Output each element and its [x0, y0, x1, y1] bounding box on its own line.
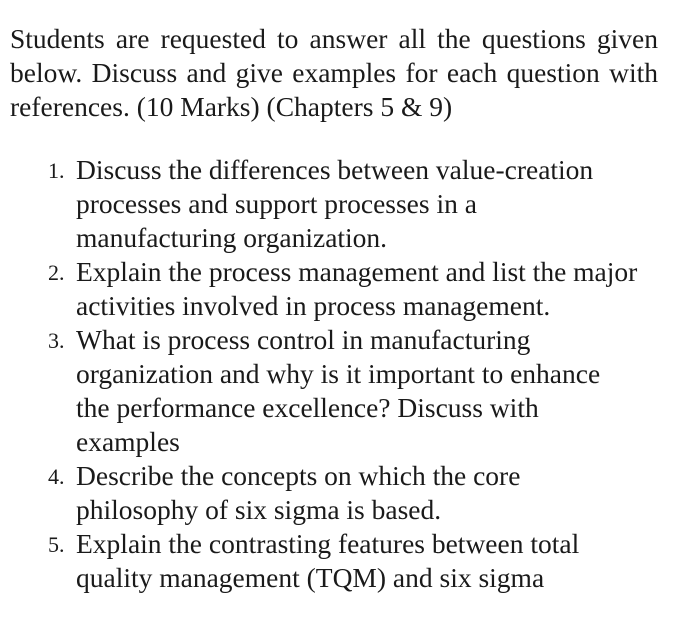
question-list [48, 153, 688, 595]
question-number: 5. [48, 532, 65, 557]
question-text: Discuss the differences between value-creation processes and support processes in a manufacturing organization. [76, 154, 594, 253]
question-number: 2. [48, 260, 65, 285]
question-text: Describe the concepts on which the core philosophy of six sigma is based. [76, 460, 521, 525]
question-item [48, 153, 688, 255]
question-text: Explain the process management and list the major activities involved in process management. [76, 256, 638, 321]
instructions-paragraph: Students are requested to answer all the questions given below. Discuss and give examples for each question with references. (10 Marks) (Chapters 5 & 9) [10, 23, 658, 122]
question-text: Explain the contrasting features between total quality management (TQM) and six sigma [76, 528, 580, 593]
question-item [48, 323, 688, 459]
question-item [48, 255, 688, 323]
question-number: 4. [48, 464, 65, 489]
question-number: 1. [48, 158, 65, 183]
question-text: What is process control in manufacturing organization and why is it important to enhance the performance excellence? Discuss with examples [76, 324, 601, 457]
question-item [48, 527, 688, 595]
question-item [48, 459, 688, 527]
question-number: 3. [48, 328, 65, 353]
